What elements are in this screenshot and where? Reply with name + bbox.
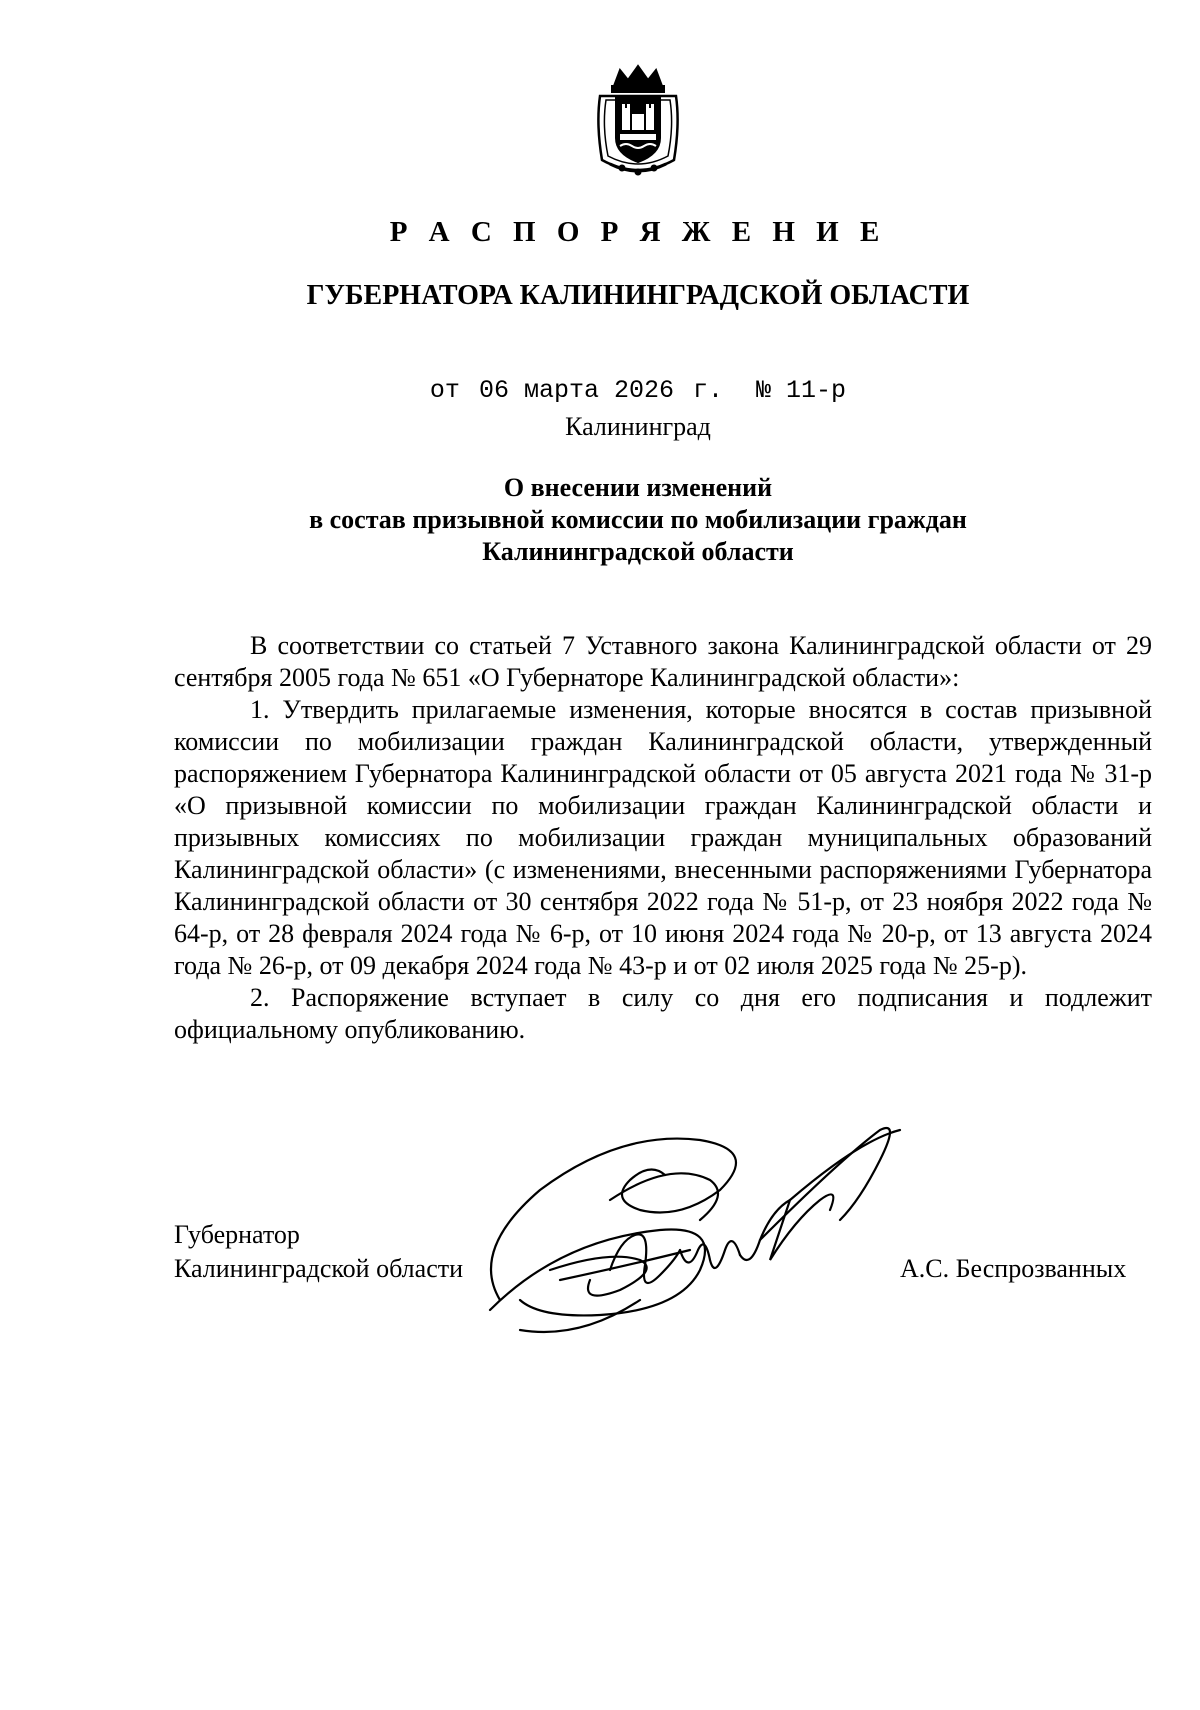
- city: Калининград: [565, 412, 711, 441]
- subject-line-3: Калининградской области: [482, 537, 794, 566]
- signatory-name: А.С. Беспрозванных: [900, 1254, 1127, 1283]
- signatory-position: [174, 1218, 463, 1286]
- position-line-1: Губернатор: [174, 1220, 300, 1249]
- document-number: № 11-р: [756, 376, 847, 405]
- position-line-2: Калининградской области: [174, 1254, 464, 1283]
- date-suffix: г.: [693, 376, 724, 405]
- document-title: Р А С П О Р Я Ж Е Н И Е: [389, 216, 887, 248]
- body-item-1: 1. Утвердить прилагаемые изменения, которые вносятся в состав призывной комиссии по мобилизации граждан Калининградской области, утвержденный распоряжением Губернатора Калининградской области от 05 августа 2021 года № 31-р «О призывной комиссии по мобилизации граждан Калининградской области и призывных комиссиях по мобилизации граждан муниципальных образований Калининградской области» (с изменениями, внесенными распоряжениями Губернатора Калининградской области от 30 сентября 2022 года № 51-р, от 23 ноября 2022 года № 64-р, от 28 февраля 2024 года № 6-р, от 10 июня 2024 года № 20-р, от 13 августа 2024 года № 26-р, от 09 декабря 2024 года № 43-р и от 02 июля 2025 года № 25-р).: [174, 695, 1152, 980]
- document-body: [174, 630, 1152, 1046]
- document-subject: [0, 472, 1200, 568]
- handwritten-signature-icon: [460, 1100, 960, 1350]
- body-intro: В соответствии со статьей 7 Уставного закона Калининградской области от 29 сентября 2005 года № 651 «О Губернаторе Калининградской области»:: [174, 631, 1152, 692]
- body-item-2: 2. Распоряжение вступает в силу со дня его подписания и подлежит официальному опубликованию.: [174, 983, 1152, 1044]
- date-number-line: [0, 376, 1200, 405]
- subject-line-1: О внесении изменений: [503, 473, 773, 502]
- document-issuer: ГУБЕРНАТОРА КАЛИНИНГРАДСКОЙ ОБЛАСТИ: [306, 280, 970, 311]
- subject-line-2: в состав призывной комиссии по мобилизации граждан: [309, 505, 967, 534]
- document-date: 06 марта 2026: [478, 376, 674, 405]
- date-prefix: от: [429, 376, 460, 405]
- coat-of-arms-icon: [592, 64, 684, 180]
